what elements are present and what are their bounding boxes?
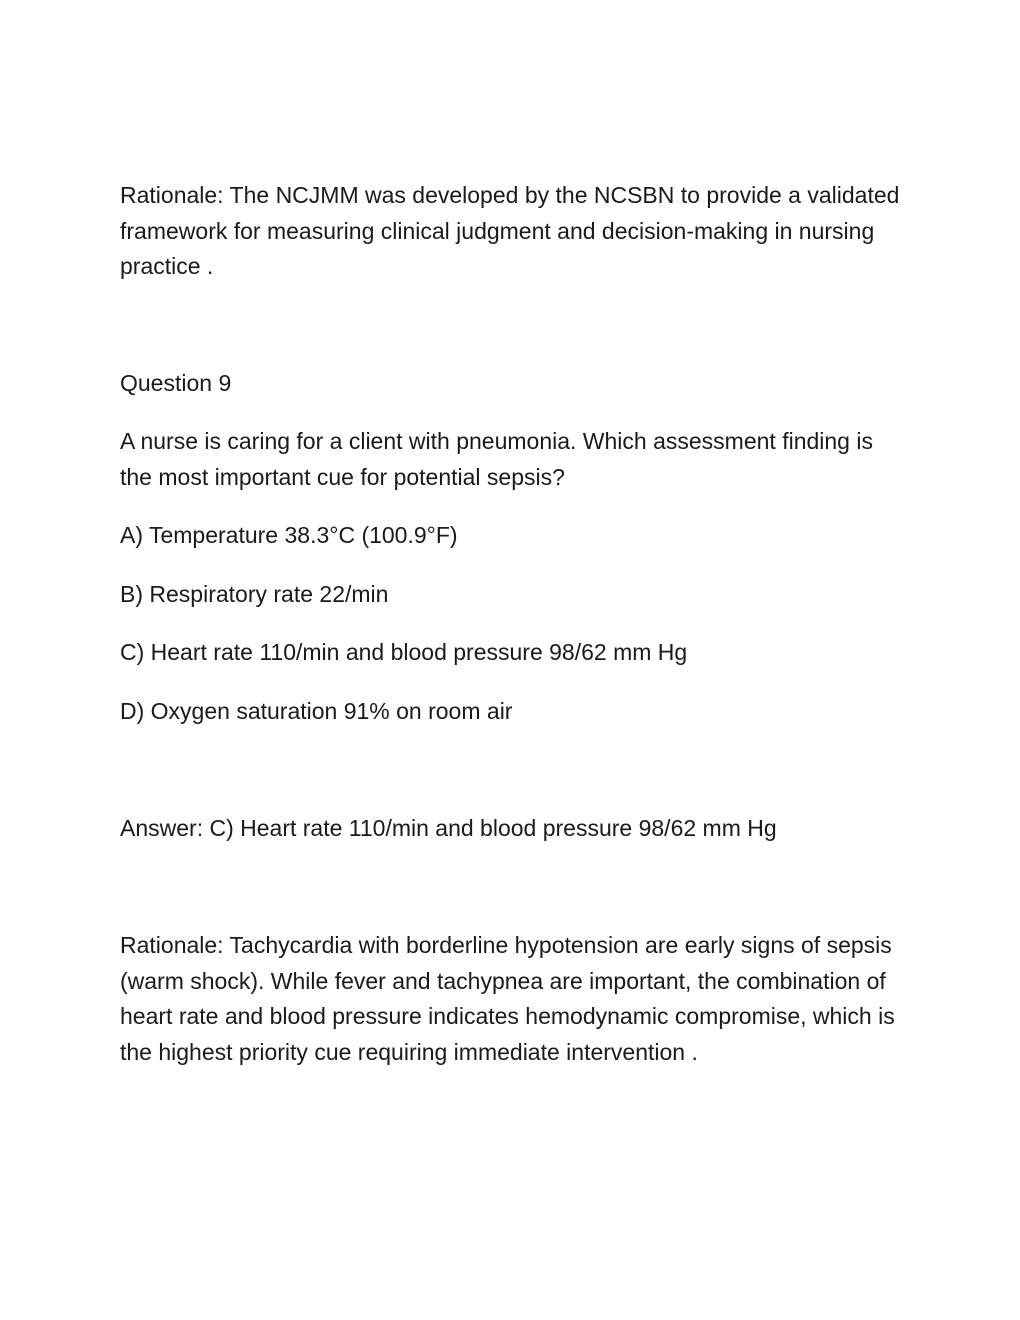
question-stem: A nurse is caring for a client with pneumonia. Which assessment finding is the most important cue for potential sepsis? (120, 428, 873, 490)
answer-line: Answer: C) Heart rate 110/min and blood pressure 98/62 mm Hg (120, 815, 777, 841)
option-d: D) Oxygen saturation 91% on room air (120, 698, 513, 724)
answer-rationale: Rationale: Tachycardia with borderline hypotension are early signs of sepsis (warm shock). While fever and tachypnea are important, the combination of heart rate and blood pressure indicates hemodynamic compromise, which is the highest priority cue requiring immediate intervention . (120, 932, 895, 1065)
option-b: B) Respiratory rate 22/min (120, 581, 389, 607)
option-c: C) Heart rate 110/min and blood pressure 98/62 mm Hg (120, 639, 688, 665)
question-heading: Question 9 (120, 370, 232, 396)
option-a: A) Temperature 38.3°C (100.9°F) (120, 522, 458, 548)
previous-rationale: Rationale: The NCJMM was developed by the NCSBN to provide a validated framework for measuring clinical judgment and decision-making in nursing practice . (120, 182, 900, 279)
